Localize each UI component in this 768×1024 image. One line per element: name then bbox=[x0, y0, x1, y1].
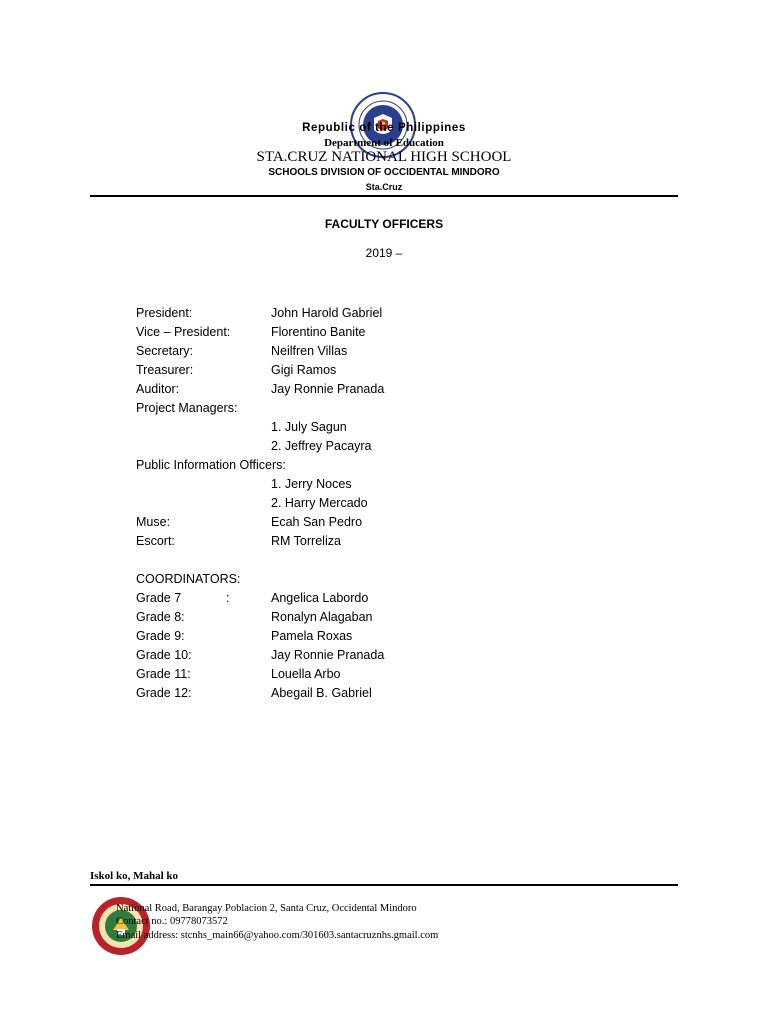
officer-position: Vice – President: bbox=[136, 325, 231, 339]
header-divider bbox=[90, 195, 678, 197]
officer-name: John Harold Gabriel bbox=[271, 306, 383, 320]
officer-name: Jay Ronnie Pranada bbox=[271, 382, 385, 396]
coordinator-name: Abegail B. Gabriel bbox=[271, 686, 372, 700]
town-line: Sta.Cruz bbox=[365, 182, 403, 192]
coordinator-grade: Grade 11: bbox=[136, 667, 191, 681]
coordinator-name: Pamela Roxas bbox=[271, 629, 353, 643]
officer-position: President: bbox=[136, 306, 193, 320]
footer-contact: Contact no.: 09778073572 bbox=[116, 916, 228, 927]
coordinators-heading: COORDINATORS: bbox=[136, 572, 241, 586]
coordinator-grade: Grade 9: bbox=[136, 629, 185, 643]
coordinator-name: Louella Arbo bbox=[271, 667, 341, 681]
department-line: Department of Education bbox=[324, 137, 444, 149]
officer-position: Public Information Officers: bbox=[136, 458, 286, 472]
coordinator-colon: : bbox=[226, 591, 230, 605]
coordinator-grade: Grade 10: bbox=[136, 648, 192, 662]
coordinator-grade: Grade 7 bbox=[136, 591, 182, 605]
officer-name: RM Torreliza bbox=[271, 534, 341, 548]
officer-name: Ecah San Pedro bbox=[271, 515, 363, 529]
coordinator-name: Angelica Labordo bbox=[271, 591, 369, 605]
officer-position: Escort: bbox=[136, 534, 175, 548]
division-line: SCHOOLS DIVISION OF OCCIDENTAL MINDORO bbox=[268, 167, 500, 178]
school-motto: Iskol ko, Mahal ko bbox=[90, 870, 179, 882]
coordinator-name: Ronalyn Alagaban bbox=[271, 610, 373, 624]
footer-address: National Road, Barangay Poblacion 2, Santa Cruz, Occidental Mindoro bbox=[116, 903, 417, 914]
document-year: 2019 – bbox=[365, 246, 403, 260]
officer-name: 1. July Sagun bbox=[271, 420, 347, 434]
officer-position: Project Managers: bbox=[136, 401, 238, 415]
officer-position: Treasurer: bbox=[136, 363, 194, 377]
officer-position: Secretary: bbox=[136, 344, 193, 358]
officer-name: Gigi Ramos bbox=[271, 363, 337, 377]
coordinator-grade: Grade 8: bbox=[136, 610, 185, 624]
coordinator-grade: Grade 12: bbox=[136, 686, 192, 700]
officer-position: Auditor: bbox=[136, 382, 180, 396]
officer-position: Muse: bbox=[136, 515, 171, 529]
document-heading: FACULTY OFFICERS bbox=[324, 217, 444, 231]
coordinator-name: Jay Ronnie Pranada bbox=[271, 648, 385, 662]
officer-name: Florentino Banite bbox=[271, 325, 366, 339]
officer-name: 1. Jerry Noces bbox=[271, 477, 352, 491]
officer-name: 2. Harry Mercado bbox=[271, 496, 368, 510]
officer-name: Neilfren Villas bbox=[271, 344, 348, 358]
school-name: STA.CRUZ NATIONAL HIGH SCHOOL bbox=[256, 149, 512, 165]
officer-name: 2. Jeffrey Pacayra bbox=[271, 439, 372, 453]
footer-email: Email address: stcnhs_main66@yahoo.com/301603.santacruznhs.gmail.com bbox=[116, 930, 439, 941]
republic-line: Republic of the Philippines bbox=[302, 122, 466, 134]
footer-divider bbox=[90, 884, 678, 886]
